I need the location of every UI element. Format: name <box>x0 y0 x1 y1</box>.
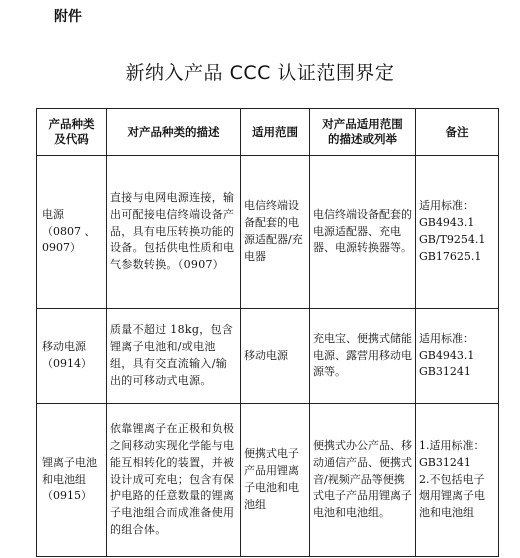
description-cell: 依靠锂离子在正极和负极之间移动实现化学能与电能互相转化的装置，并被设计成可充电；包含有保护电路的任意数量的锂离子电池组合而成准备使用的组合体。 <box>107 404 241 557</box>
scope-cell: 移动电源 <box>241 309 310 404</box>
category-cell: 移动电源 （0914） <box>37 309 107 404</box>
scope-cell: 便携式电子产品用锂离子电池和电池组 <box>241 404 310 557</box>
table-row <box>37 309 499 404</box>
scope-detail-cell: 电信终端设备配套的电源适配器、充电器、电源转换器等。 <box>310 156 416 309</box>
header-description: 对产品种类的描述 <box>107 109 241 156</box>
category-cell: 锂离子电池和电池组 （0915） <box>37 404 107 557</box>
remark-cell: 1.适用标准： GB31241 2.不包括电子烟用锂离子电池和电池组 <box>416 404 499 557</box>
header-scope: 适用范围 <box>241 109 310 156</box>
remark-cell: 适用标准： GB4943.1 GB/T9254.1 GB17625.1 <box>416 156 499 309</box>
header-scope-detail: 对产品适用范围 的描述或列举 <box>310 109 416 156</box>
scope-cell: 电信终端设备配套的电源适配器/充电器 <box>241 156 310 309</box>
annex-label: 附件 <box>54 9 82 25</box>
table-row <box>37 404 499 557</box>
header-category: 产品种类 及代码 <box>37 109 107 156</box>
table-row <box>37 156 499 309</box>
page-title: 新纳入产品 CCC 认证范围界定 <box>125 62 395 84</box>
description-cell: 直接与电网电源连接，输出可配接电信终端设备产品，具有电压转换功能的设备。包括供电性质和电气参数转换。（0907） <box>107 156 241 309</box>
table-header-row <box>37 109 499 156</box>
remark-cell: 适用标准： GB4943.1 GB31241 <box>416 309 499 404</box>
scope-detail-cell: 充电宝、便携式储能电源、露营用移动电源等。 <box>310 309 416 404</box>
category-cell: 电源 （0807 、 0907） <box>37 156 107 309</box>
scope-detail-cell: 便携式办公产品、移动通信产品、便携式音/视频产品等便携式电子产品用锂离子电池和电池组。 <box>310 404 416 557</box>
ccc-scope-table <box>36 108 499 557</box>
description-cell: 质量不超过 18kg，包含锂离子电池和/或电池组，具有交直流输入/输出的可移动式电源。 <box>107 309 241 404</box>
header-remark: 备注 <box>416 109 499 156</box>
